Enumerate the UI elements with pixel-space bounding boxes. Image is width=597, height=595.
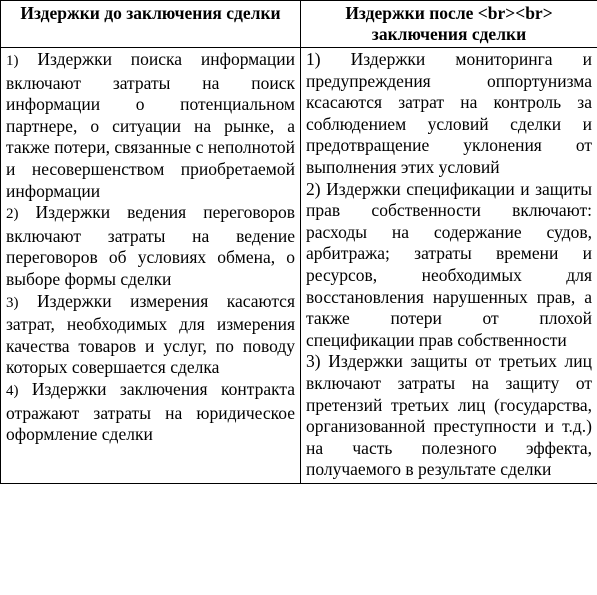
content-row xyxy=(1,48,597,484)
list-item xyxy=(6,379,295,446)
before-deal-cell xyxy=(1,48,301,484)
list-item xyxy=(6,291,295,379)
item-text: Издержки мониторинга и предупреждения оппортунизма ксасаются затрат на контроль за соблюдением условий сделки и предотвращение уклонения от выполнения этих условий xyxy=(306,49,592,177)
after-deal-cell xyxy=(301,48,597,484)
item-number: 4) xyxy=(6,382,19,399)
item-number: 2) xyxy=(6,206,19,223)
item-text: Издержки поиска информации включают затраты на поиск информации о потенциальном партнере, о ситуации на рынке, а также потери, связанные с неполнотой и несовершенством приобретаемой информации xyxy=(6,49,295,201)
item-number: 2) xyxy=(306,178,321,199)
header-after-deal: Издержки после <br><br> заключения сделки xyxy=(301,1,597,48)
item-number: 3) xyxy=(306,351,321,372)
item-text: Издержки ведения переговоров включают затраты на ведение переговоров об условиях обмена, о выборе формы сделки xyxy=(6,202,296,289)
item-text: Издержки защиты от третьих лиц включают затраты на защиту от претензий третьих лиц (государства, организованной преступности и т.д.) на часть полезного эффекта, получаемого в результате сделки xyxy=(306,351,592,480)
list-item xyxy=(306,351,592,481)
list-item xyxy=(6,49,295,202)
item-number: 3) xyxy=(6,294,19,311)
header-row xyxy=(1,1,597,48)
list-item xyxy=(6,202,295,290)
header-before-deal: Издержки до заключения сделки xyxy=(1,1,301,48)
item-number: 1) xyxy=(306,49,321,69)
item-text: Издержки измерения касаются затрат, необходимых для измерения качества товаров и услуг, по поводу которых совершается сделка xyxy=(6,290,295,378)
item-number: 1) xyxy=(6,53,19,69)
list-item xyxy=(306,179,592,352)
item-text: Издержки заключения контракта отражают затраты на юридическое оформление сделки xyxy=(6,378,296,445)
item-text: Издержки спецификации и защиты прав собственности включают: расходы на содержание судов, арбитража; затраты времени и ресурсов, необходимых для восстановления нарушенных прав, а также потери от плохой спецификации прав собственности xyxy=(306,178,593,350)
list-item xyxy=(306,49,592,179)
